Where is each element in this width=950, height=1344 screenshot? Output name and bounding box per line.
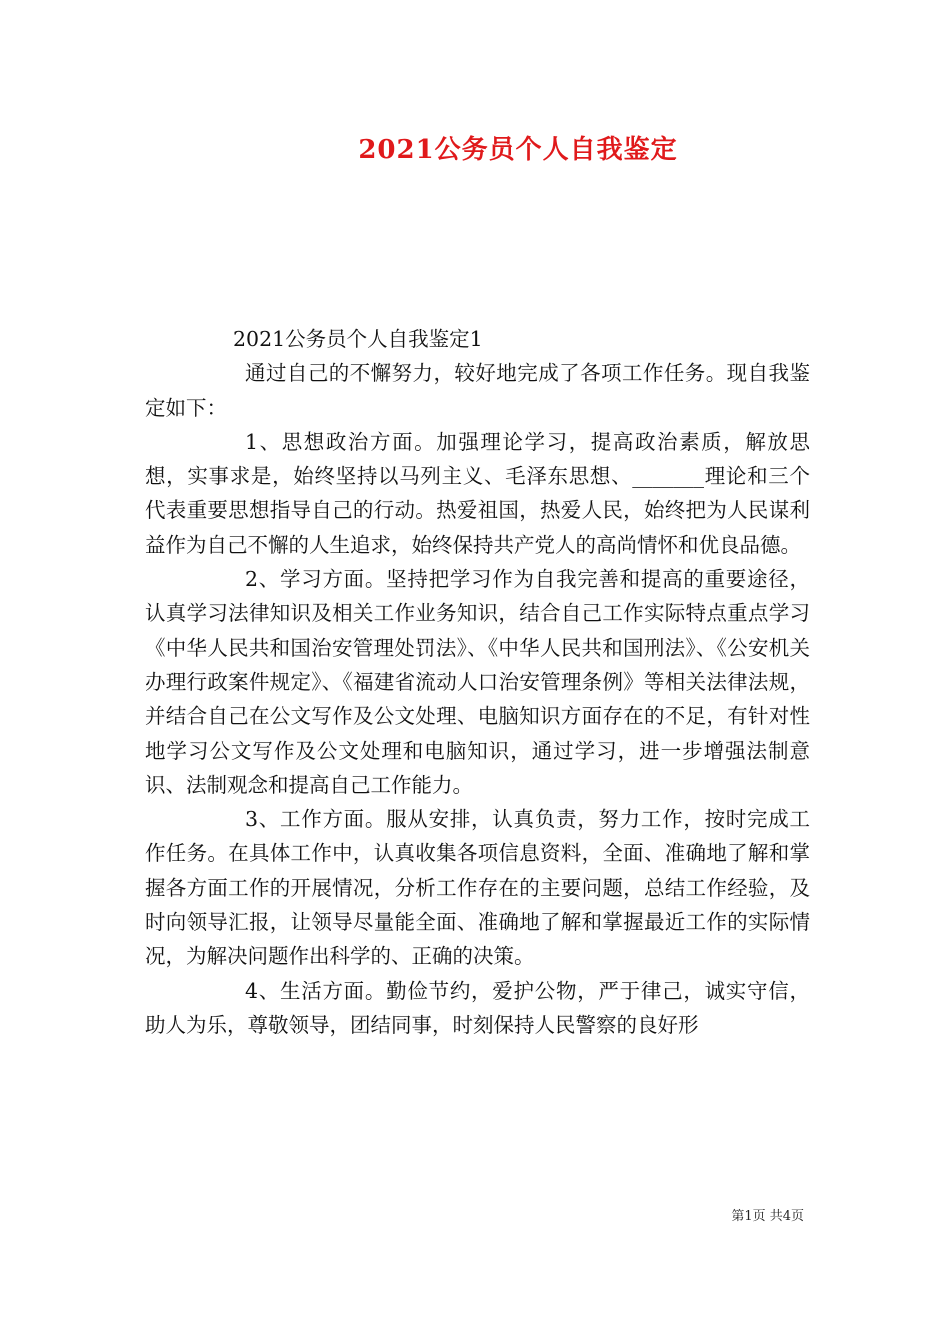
document-body [145, 322, 810, 1042]
intro-paragraph: 通过自己的不懈努力，较好地完成了各项工作任务。现自我鉴定如下： [145, 361, 810, 420]
section-paragraph-study: 2、学习方面。坚持把学习作为自我完善和提高的重要途径，认真学习法律知识及相关工作业务知识，结合自己工作实际特点重点学习《中华人民共和国治安管理处罚法》、《中华人民共和国刑法》、《公安机关办理行政案件规定》、《福建省流动人口治安管理条例》等相关法律法规，并结合自己在公文写作及公文处理、电脑知识方面存在的不足，有针对性地学习公文写作及公文处理和电脑知识，通过学习，进一步增强法制意识、法制观念和提高自己工作能力。 [145, 567, 810, 797]
section-paragraph-life: 4、生活方面。勤俭节约，爱护公物，严于律己，诚实守信，助人为乐，尊敬领导，团结同事，时刻保持人民警察的良好形 [145, 978, 810, 1037]
section-paragraph-work: 3、工作方面。服从安排，认真负责，努力工作，按时完成工作任务。在具体工作中，认真收集各项信息资料，全面、准确地了解和掌握各方面工作的开展情况，分析工作存在的主要问题，总结工作经验，及时向领导汇报，让领导尽量能全面、准确地了解和掌握最近工作的实际情况，为解决问题作出科学的、正确的决策。 [145, 807, 810, 969]
page-number: 第1页 共4页 [731, 1209, 804, 1224]
section-paragraph-ideology: 1、思想政治方面。加强理论学习，提高政治素质，解放思想，实事求是，始终坚持以马列主义、毛泽东思想、_______理论和三个代表重要思想指导自己的行动。热爱祖国，热爱人民，始终把为人民谋利益作为自己不懈的人生追求，始终保持共产党人的高尚情怀和优良品德。 [145, 429, 810, 557]
document-subtitle: 2021公务员个人自我鉴定1 [233, 327, 483, 351]
document-title: 2021公务员个人自我鉴定 [358, 135, 678, 165]
